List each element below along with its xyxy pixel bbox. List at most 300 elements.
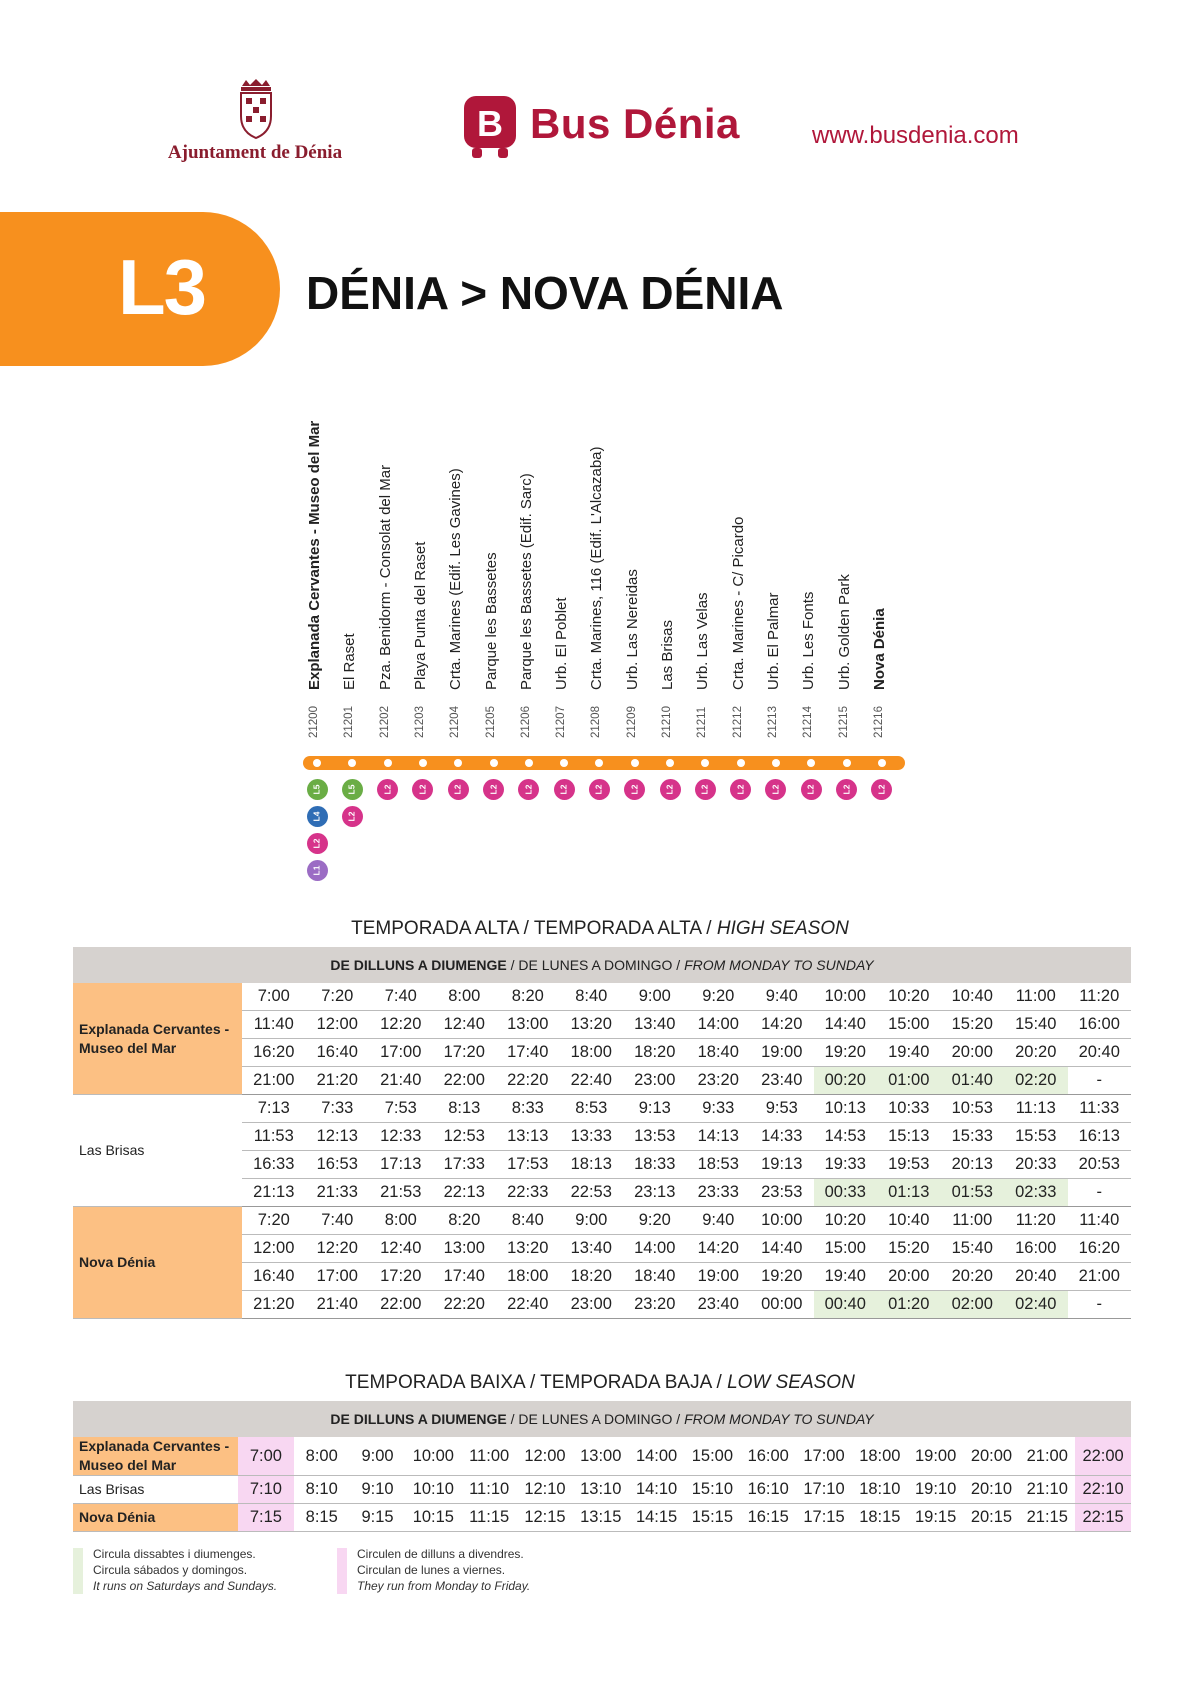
time-cell: 01:00 <box>877 1067 941 1095</box>
line-badge-l2 <box>660 779 681 800</box>
time-cell: 17:40 <box>433 1263 497 1291</box>
time-cell: 8:53 <box>560 1095 624 1123</box>
legend-weekday-es: Circulan de lunes a viernes. <box>357 1563 506 1577</box>
time-cell: 16:33 <box>242 1151 306 1179</box>
time-cell: 15:13 <box>877 1123 941 1151</box>
low-season-timetable <box>73 1437 1131 1532</box>
time-cell: 10:20 <box>814 1207 878 1235</box>
stop-code: 21208 <box>590 706 603 738</box>
time-cell: 14:53 <box>814 1123 878 1151</box>
time-cell: 7:40 <box>369 983 433 1011</box>
stop-name: Urb. Golden Park <box>835 574 853 690</box>
line-badge-l2 <box>307 833 328 854</box>
time-cell: 8:40 <box>560 983 624 1011</box>
stop-column <box>830 380 864 890</box>
time-cell: 14:00 <box>629 1437 685 1476</box>
page-header <box>0 0 1200 200</box>
stop-code: 21206 <box>519 706 532 738</box>
time-cell: 8:15 <box>294 1504 350 1532</box>
time-cell: 13:40 <box>623 1011 687 1039</box>
stop-dot <box>843 759 851 767</box>
stop-column <box>688 380 722 890</box>
time-cell: 01:40 <box>941 1067 1005 1095</box>
table-row <box>73 1504 1131 1532</box>
time-cell: 11:10 <box>461 1476 517 1504</box>
time-cell: 7:53 <box>369 1095 433 1123</box>
time-cell: 21:13 <box>242 1179 306 1207</box>
stop-name: Urb. Las Velas <box>694 592 712 690</box>
time-cell: 13:20 <box>496 1235 560 1263</box>
stop-cell: Las Brisas <box>73 1095 242 1207</box>
time-cell: 13:15 <box>573 1504 629 1532</box>
time-cell: 20:10 <box>964 1476 1020 1504</box>
high-season-title: TEMPORADA ALTA / TEMPORADA ALTA / HIGH SEASON <box>351 918 849 939</box>
line-badge-label: L2 <box>699 784 710 795</box>
stop-name: Urb. Les Fonts <box>800 591 818 690</box>
time-cell: 16:20 <box>1068 1235 1132 1263</box>
time-cell: 14:40 <box>814 1011 878 1039</box>
line-badge-l2 <box>448 779 469 800</box>
time-cell: 7:15 <box>238 1504 294 1532</box>
time-cell: 14:15 <box>629 1504 685 1532</box>
time-cell: 19:00 <box>687 1263 751 1291</box>
line-code: L3 <box>118 243 206 331</box>
line-badge-label: L1 <box>311 865 322 876</box>
website-link[interactable]: www.busdenia.com <box>812 122 1019 149</box>
time-cell: 22:10 <box>1075 1476 1131 1504</box>
time-cell: 20:13 <box>941 1151 1005 1179</box>
time-cell: 20:00 <box>964 1437 1020 1476</box>
time-cell: 11:20 <box>1068 983 1132 1011</box>
time-cell: 22:00 <box>1075 1437 1131 1476</box>
time-cell: 13:13 <box>496 1123 560 1151</box>
time-cell: 16:40 <box>242 1263 306 1291</box>
time-cell: 13:00 <box>433 1235 497 1263</box>
time-cell: 10:53 <box>941 1095 1005 1123</box>
line-badge-label: L2 <box>382 784 393 795</box>
table-row <box>73 1207 1131 1235</box>
time-cell: 20:15 <box>964 1504 1020 1532</box>
time-cell: 7:20 <box>306 983 370 1011</box>
stop-cell: Nova Dénia <box>73 1504 238 1532</box>
line-badge-label: L2 <box>417 784 428 795</box>
line-badge-l2 <box>483 779 504 800</box>
time-cell: 16:53 <box>306 1151 370 1179</box>
stop-dot <box>313 759 321 767</box>
stop-dot <box>631 759 639 767</box>
stop-column <box>759 380 793 890</box>
stop-dot <box>490 759 498 767</box>
time-cell: 10:00 <box>814 983 878 1011</box>
time-cell: 9:10 <box>350 1476 406 1504</box>
time-cell: 21:40 <box>306 1291 370 1319</box>
legend-weekend-en: It runs on Saturdays and Sundays. <box>93 1579 278 1593</box>
time-cell: 17:40 <box>496 1039 560 1067</box>
time-cell: - <box>1068 1179 1132 1207</box>
stop-cell: Las Brisas <box>73 1476 238 1504</box>
stop-name: Parque les Bassetes <box>482 552 500 690</box>
time-cell: 18:20 <box>623 1039 687 1067</box>
time-cell: 22:53 <box>560 1179 624 1207</box>
line-badge-l2 <box>589 779 610 800</box>
time-cell: 20:40 <box>1068 1039 1132 1067</box>
time-cell: 22:20 <box>496 1067 560 1095</box>
line-badge-label: L5 <box>311 784 322 795</box>
legend-weekend-ca: Circula dissabtes i diumenges. <box>93 1547 256 1561</box>
time-cell: 18:00 <box>560 1039 624 1067</box>
table-row <box>73 1437 1131 1476</box>
stop-code: 21202 <box>378 706 391 738</box>
stop-name: Playa Punta del Raset <box>411 541 429 690</box>
line-badge-l2 <box>342 806 363 827</box>
time-cell: 10:13 <box>814 1095 878 1123</box>
time-cell: 11:00 <box>1004 983 1068 1011</box>
time-cell: 15:15 <box>685 1504 741 1532</box>
time-cell: 17:13 <box>369 1151 433 1179</box>
time-cell: 18:10 <box>852 1476 908 1504</box>
time-cell: 22:33 <box>496 1179 560 1207</box>
time-cell: 7:20 <box>242 1207 306 1235</box>
time-cell: 14:13 <box>687 1123 751 1151</box>
time-cell: 18:40 <box>623 1263 687 1291</box>
time-cell: 7:13 <box>242 1095 306 1123</box>
time-cell: 14:20 <box>687 1235 751 1263</box>
time-cell: 12:00 <box>242 1235 306 1263</box>
time-cell: 16:15 <box>740 1504 796 1532</box>
stop-code: 21207 <box>555 706 568 738</box>
line-badge-label: L2 <box>876 784 887 795</box>
low-season-title-en: LOW SEASON <box>727 1372 855 1393</box>
stop-name: Crta. Marines (Edif. Les Gavines) <box>447 468 465 690</box>
low-season-title-es: TEMPORADA BAJA <box>540 1372 712 1393</box>
time-cell: 13:20 <box>560 1011 624 1039</box>
stop-column <box>618 380 652 890</box>
time-cell: 02:33 <box>1004 1179 1068 1207</box>
time-cell: 11:53 <box>242 1123 306 1151</box>
time-cell: 12:40 <box>369 1235 433 1263</box>
time-cell: 14:20 <box>750 1011 814 1039</box>
time-cell: 20:40 <box>1004 1263 1068 1291</box>
time-cell: 23:00 <box>560 1291 624 1319</box>
time-cell: 8:00 <box>433 983 497 1011</box>
time-cell: 15:00 <box>814 1235 878 1263</box>
high-season-title-en: HIGH SEASON <box>716 918 849 939</box>
time-cell: 9:00 <box>560 1207 624 1235</box>
time-cell: 17:20 <box>369 1263 433 1291</box>
time-cell: 00:33 <box>814 1179 878 1207</box>
time-cell: 15:40 <box>1004 1011 1068 1039</box>
time-cell: 15:00 <box>877 1011 941 1039</box>
line-badge-label: L4 <box>311 811 322 822</box>
brand-name: Bus Dénia <box>530 100 740 147</box>
stop-cell: Explanada Cervantes - Museo del Mar <box>73 1437 238 1476</box>
stop-column <box>582 380 616 890</box>
stop-dot <box>737 759 745 767</box>
legend-weekend-swatch <box>73 1548 83 1594</box>
time-cell: 14:40 <box>750 1235 814 1263</box>
line-badge-label: L2 <box>487 784 498 795</box>
time-cell: 13:00 <box>496 1011 560 1039</box>
stop-name: Pza. Benidorm - Consolat del Mar <box>376 464 394 690</box>
time-cell: 16:40 <box>306 1039 370 1067</box>
time-cell: 17:15 <box>796 1504 852 1532</box>
time-cell: 9:40 <box>687 1207 751 1235</box>
time-cell: 19:20 <box>814 1039 878 1067</box>
stop-name: Crta. Marines - C/ Picardo <box>729 516 747 690</box>
time-cell: 02:40 <box>1004 1291 1068 1319</box>
time-cell: 19:13 <box>750 1151 814 1179</box>
time-cell: - <box>1068 1067 1132 1095</box>
time-cell: 20:20 <box>1004 1039 1068 1067</box>
time-cell: 12:13 <box>306 1123 370 1151</box>
time-cell: 22:00 <box>433 1067 497 1095</box>
coat-of-arms-icon <box>238 78 274 140</box>
stop-code: 21203 <box>413 706 426 738</box>
line-badge-label: L2 <box>735 784 746 795</box>
time-cell: 7:00 <box>242 983 306 1011</box>
time-cell: 13:33 <box>560 1123 624 1151</box>
line-badge-label: L2 <box>770 784 781 795</box>
line-badge-l2 <box>695 779 716 800</box>
stop-cell: Nova Dénia <box>73 1207 242 1319</box>
line-badge-l2 <box>730 779 751 800</box>
stop-code: 21212 <box>731 706 744 738</box>
stop-column <box>865 380 899 890</box>
time-cell: 02:20 <box>1004 1067 1068 1095</box>
stop-column <box>547 380 581 890</box>
line-badge-label: L2 <box>523 784 534 795</box>
time-cell: 8:10 <box>294 1476 350 1504</box>
stop-column <box>477 380 511 890</box>
time-cell: 9:00 <box>623 983 687 1011</box>
time-cell: 18:13 <box>560 1151 624 1179</box>
time-cell: 15:00 <box>685 1437 741 1476</box>
high-season-days-bar: DE DILLUNS A DIUMENGE / DE LUNES A DOMINGO / FROM MONDAY TO SUNDAY <box>73 947 1131 983</box>
line-badge-l5 <box>307 779 328 800</box>
stop-dot <box>666 759 674 767</box>
time-cell: 12:15 <box>517 1504 573 1532</box>
line-badge-l4 <box>307 806 328 827</box>
line-badge-l5 <box>342 779 363 800</box>
time-cell: 15:33 <box>941 1123 1005 1151</box>
time-cell: 16:20 <box>242 1039 306 1067</box>
time-cell: 12:40 <box>433 1011 497 1039</box>
time-cell: 11:00 <box>941 1207 1005 1235</box>
stop-code: 21211 <box>696 706 709 738</box>
time-cell: 19:10 <box>908 1476 964 1504</box>
time-cell: 20:33 <box>1004 1151 1068 1179</box>
high-season-title-ca: TEMPORADA ALTA <box>351 918 519 939</box>
stop-name: Urb. El Poblet <box>553 597 571 690</box>
stop-code: 21210 <box>661 706 673 738</box>
days-es: DE LUNES A DOMINGO <box>518 1411 673 1427</box>
line-badge-l1 <box>307 860 328 881</box>
route-title: DÉNIA > NOVA DÉNIA <box>306 267 784 319</box>
time-cell: - <box>1068 1291 1132 1319</box>
time-cell: 22:40 <box>496 1291 560 1319</box>
time-cell: 11:40 <box>1068 1207 1132 1235</box>
time-cell: 7:40 <box>306 1207 370 1235</box>
time-cell: 8:40 <box>496 1207 560 1235</box>
time-cell: 9:40 <box>750 983 814 1011</box>
line-badge-label: L2 <box>805 784 816 795</box>
line-badge-label: L2 <box>840 784 851 795</box>
time-cell: 21:53 <box>369 1179 433 1207</box>
stop-code: 21214 <box>802 706 815 738</box>
time-cell: 20:20 <box>941 1263 1005 1291</box>
time-cell: 18:20 <box>560 1263 624 1291</box>
time-cell: 15:20 <box>877 1235 941 1263</box>
time-cell: 23:00 <box>623 1067 687 1095</box>
time-cell: 22:00 <box>369 1291 433 1319</box>
line-badge-label: L2 <box>452 784 463 795</box>
time-cell: 18:15 <box>852 1504 908 1532</box>
time-cell: 19:00 <box>750 1039 814 1067</box>
time-cell: 14:10 <box>629 1476 685 1504</box>
stop-cell: Explanada Cervantes - Museo del Mar <box>73 983 242 1095</box>
table-row <box>73 1476 1131 1504</box>
time-cell: 16:00 <box>1004 1235 1068 1263</box>
stop-name: Urb. El Palmar <box>764 592 782 690</box>
time-cell: 21:00 <box>1068 1263 1132 1291</box>
time-cell: 16:00 <box>1068 1011 1132 1039</box>
legend-weekday-ca: Circulen de dilluns a divendres. <box>357 1547 524 1561</box>
time-cell: 11:33 <box>1068 1095 1132 1123</box>
line-badge-l2 <box>836 779 857 800</box>
time-cell: 15:53 <box>1004 1123 1068 1151</box>
time-cell: 15:20 <box>941 1011 1005 1039</box>
time-cell: 18:00 <box>496 1263 560 1291</box>
time-cell: 18:00 <box>852 1437 908 1476</box>
stop-name: El Raset <box>341 633 359 690</box>
time-cell: 17:00 <box>796 1437 852 1476</box>
stop-dot <box>772 759 780 767</box>
time-cell: 10:00 <box>405 1437 461 1476</box>
time-cell: 17:10 <box>796 1476 852 1504</box>
line-badge <box>0 212 280 366</box>
time-cell: 17:33 <box>433 1151 497 1179</box>
stop-column <box>406 380 440 890</box>
time-cell: 14:00 <box>687 1011 751 1039</box>
table-row <box>73 983 1131 1011</box>
time-cell: 16:00 <box>740 1437 796 1476</box>
time-cell: 9:15 <box>350 1504 406 1532</box>
time-cell: 12:10 <box>517 1476 573 1504</box>
stop-code: 21215 <box>837 706 850 738</box>
time-cell: 00:40 <box>814 1291 878 1319</box>
time-cell: 13:40 <box>560 1235 624 1263</box>
days-ca: DE DILLUNS A DIUMENGE <box>330 957 507 973</box>
time-cell: 01:13 <box>877 1179 941 1207</box>
time-cell: 12:20 <box>306 1235 370 1263</box>
line-badge-label: L2 <box>629 784 640 795</box>
time-cell: 17:00 <box>369 1039 433 1067</box>
time-cell: 13:53 <box>623 1123 687 1151</box>
stop-column <box>794 380 828 890</box>
time-cell: 8:00 <box>369 1207 433 1235</box>
line-badge-label: L5 <box>346 784 357 795</box>
time-cell: 20:53 <box>1068 1151 1132 1179</box>
time-cell: 8:20 <box>433 1207 497 1235</box>
time-cell: 18:40 <box>687 1039 751 1067</box>
table-row <box>73 1095 1131 1123</box>
time-cell: 19:00 <box>908 1437 964 1476</box>
stop-name: Las Brisas <box>659 619 676 690</box>
time-cell: 10:15 <box>405 1504 461 1532</box>
stop-name: Explanada Cervantes - Museo del Mar <box>306 420 323 690</box>
brand-logo[interactable] <box>462 94 752 166</box>
time-cell: 13:00 <box>573 1437 629 1476</box>
time-cell: 19:20 <box>750 1263 814 1291</box>
time-cell: 10:00 <box>750 1207 814 1235</box>
time-cell: 17:00 <box>306 1263 370 1291</box>
time-cell: 8:00 <box>294 1437 350 1476</box>
time-cell: 9:13 <box>623 1095 687 1123</box>
time-cell: 20:00 <box>877 1263 941 1291</box>
time-cell: 8:13 <box>433 1095 497 1123</box>
line-badge-label: L2 <box>664 784 675 795</box>
stop-column <box>653 380 687 890</box>
line-badge-label: L2 <box>346 811 357 822</box>
high-season-timetable <box>73 983 1131 1319</box>
time-cell: 21:15 <box>1019 1504 1075 1532</box>
stop-code: 21201 <box>343 706 356 738</box>
time-cell: 21:00 <box>1019 1437 1075 1476</box>
time-cell: 7:33 <box>306 1095 370 1123</box>
stop-dot <box>878 759 886 767</box>
stop-name: Crta. Marines, 116 (Edif. L'Alcazaba) <box>588 446 606 690</box>
days-en: FROM MONDAY TO SUNDAY <box>684 1411 874 1427</box>
time-cell: 18:53 <box>687 1151 751 1179</box>
time-cell: 01:20 <box>877 1291 941 1319</box>
time-cell: 12:53 <box>433 1123 497 1151</box>
time-cell: 22:15 <box>1075 1504 1131 1532</box>
time-cell: 22:20 <box>433 1291 497 1319</box>
stop-name: Parque les Bassetes (Edif. Sarc) <box>517 473 535 690</box>
time-cell: 19:40 <box>877 1039 941 1067</box>
time-cell: 21:10 <box>1019 1476 1075 1504</box>
low-season-title-ca: TEMPORADA BAIXA <box>345 1372 525 1393</box>
time-cell: 11:40 <box>242 1011 306 1039</box>
stop-code: 21213 <box>766 706 779 738</box>
time-cell: 7:00 <box>238 1437 294 1476</box>
legend-weekend-es: Circula sábados y domingos. <box>93 1563 248 1577</box>
time-cell: 18:33 <box>623 1151 687 1179</box>
time-cell: 15:40 <box>941 1235 1005 1263</box>
low-season-title: TEMPORADA BAIXA / TEMPORADA BAJA / LOW SEASON <box>345 1372 855 1393</box>
time-cell: 19:15 <box>908 1504 964 1532</box>
stop-name: Nova Dénia <box>870 608 888 690</box>
municipality-name: Ajuntament de Dénia <box>167 142 343 163</box>
days-en: FROM MONDAY TO SUNDAY <box>684 957 874 973</box>
stop-column <box>441 380 475 890</box>
time-cell: 21:20 <box>306 1067 370 1095</box>
stop-code: 21205 <box>484 706 497 738</box>
line-badge-label: L2 <box>558 784 569 795</box>
time-cell: 9:53 <box>750 1095 814 1123</box>
time-cell: 19:40 <box>814 1263 878 1291</box>
legend-weekday-swatch <box>337 1548 347 1594</box>
time-cell: 7:10 <box>238 1476 294 1504</box>
time-cell: 23:40 <box>687 1291 751 1319</box>
time-cell: 17:53 <box>496 1151 560 1179</box>
time-cell: 12:33 <box>369 1123 433 1151</box>
time-cell: 8:20 <box>496 983 560 1011</box>
time-cell: 10:10 <box>405 1476 461 1504</box>
stop-code: 21204 <box>449 706 462 738</box>
line-badge-l2 <box>377 779 398 800</box>
time-cell: 13:10 <box>573 1476 629 1504</box>
